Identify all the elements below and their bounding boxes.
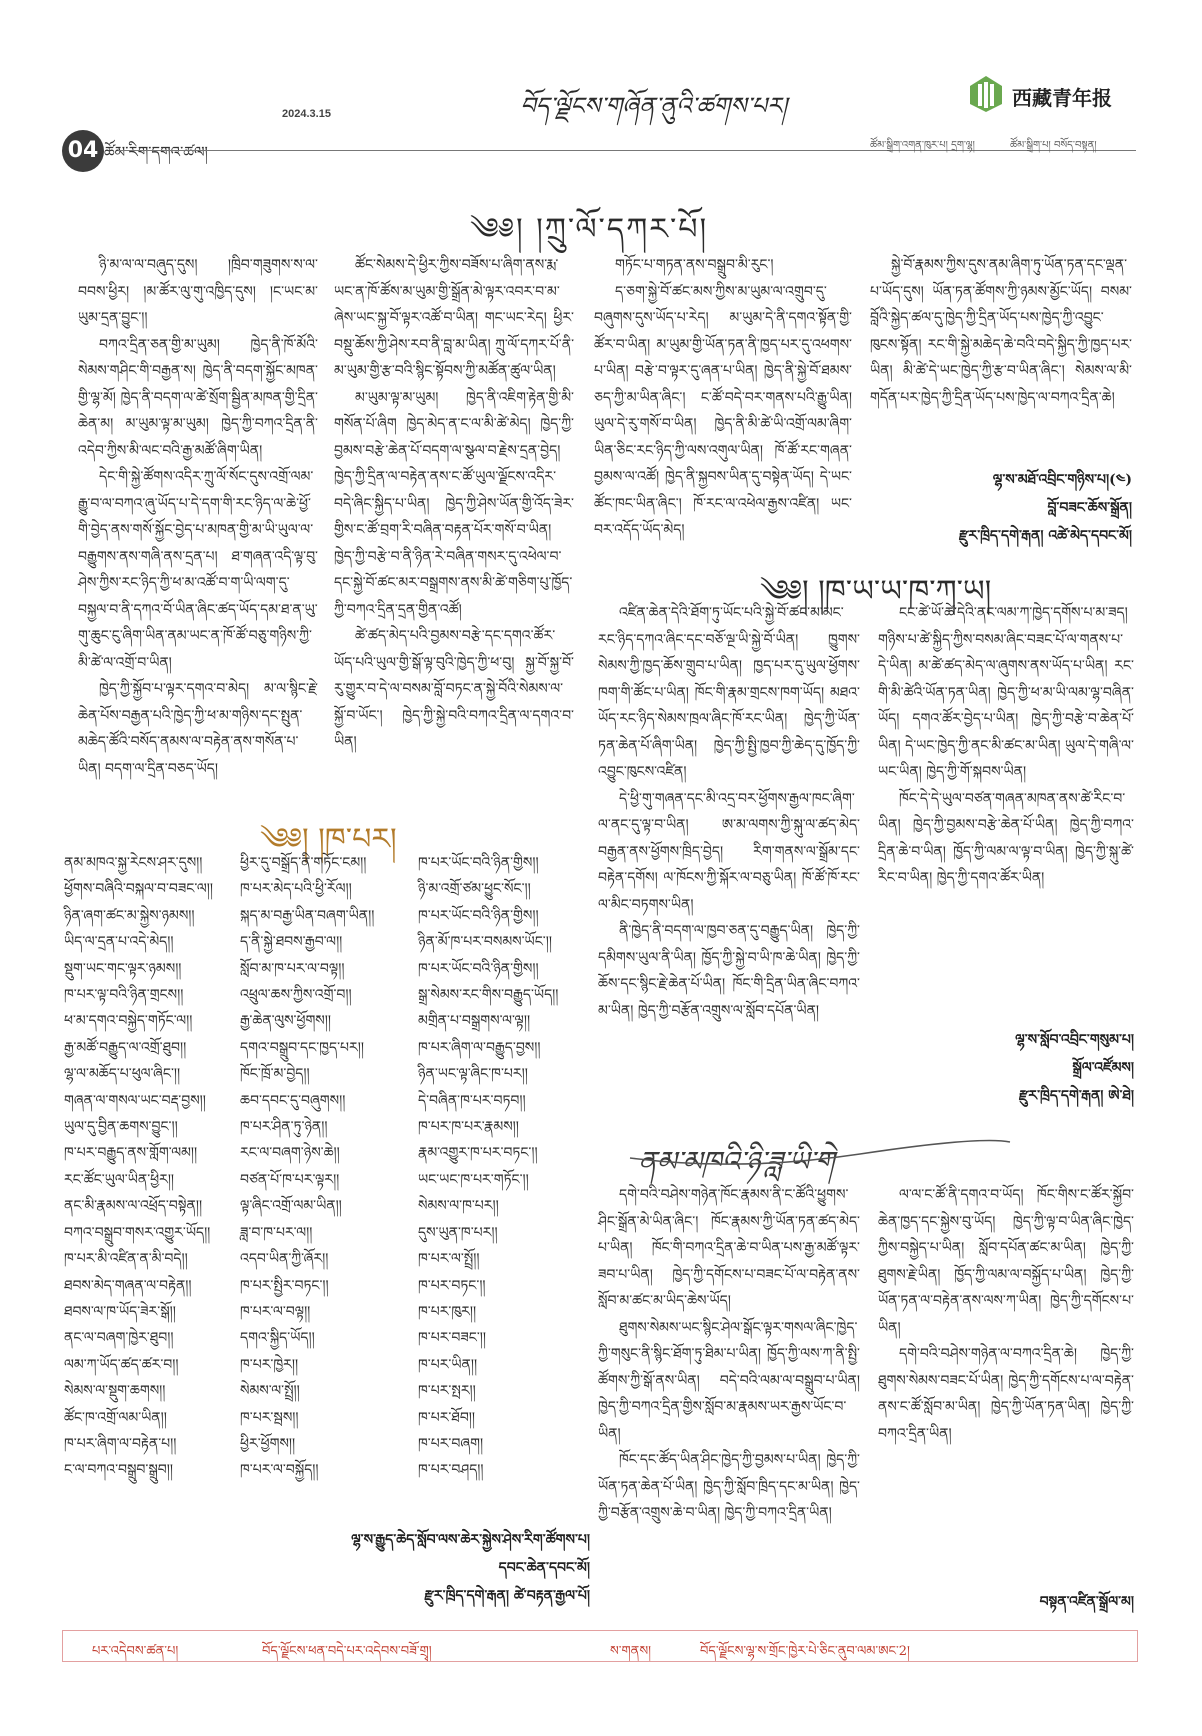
verse-line: འདབ་ཡིན་ཀྱི་ཞོར།། [240, 1251, 329, 1268]
paragraph: དེང་གི་སྐྱེ་ཚོགས་འདིར་ཀྲུ་ལོ་སོང་དུས་འགྲོ་ལམ་རྒྱུ་བ་ལ་བཀའ་ཞུ་ཡོད་པ་དེ་དག་གི་རང་ཉིད་ལ་ཆེ་ཕྱོ་གི་བྱེད་ནས་གསོ་སྐྱོང་བྱེད་པ་མཁན་གྱི་མ་ཡི་ཡུལ་ལ་བརྒྱུགས་ནས་གཞི་ནས་དྲན་པ། ཐ་གཞན་འདི་ལྟ་བུ་ཤེས་ཀྱིས་རང་ཉིད་ཀྱི་ཕ་མ་འཚོ་བ་ག་ཡི་ལག་དུ་བསྐྱལ་བ་ནི་དཀའ་བོ་ཡིན་ཞིང་ཚད་ཡོད་དམ་ཐ་ན་ཡུ་གུ་ཆུང་ངུ་ཞིག་ཡིན་ནམ་ཡང་ན་ཁོ་ཚོ་བཅུ་གཉིས་ཀྱི་མི་ཚེ་ལ་འགྲོ་བ་ཡིན། [78, 469, 318, 671]
poem-column [240, 850, 410, 1479]
verse-line: ཁ་པར་སྦས།། [240, 1409, 299, 1426]
verse-line: ཁ་པར་ལ་བལྟ།། [240, 1303, 311, 1320]
editor-note: ཚོམ་སྒྲིག་འགན་ཁུར་པ། དྲག་ལྷ། [870, 140, 975, 151]
verse-line: ཁ་པར་སྤར།། [418, 1383, 476, 1400]
verse-line: ཁ་པར་ལ་བསྐྱོད།། [240, 1462, 319, 1479]
verse-line: ཆབ་དབང་དུ་བཞུགས།། [240, 1092, 346, 1109]
verse-line: ཁ་པར་སྤྱིར་བཏང་།། [240, 1277, 329, 1294]
verse-line: ཁ་པར་ཡོང་བའི་ཉིན་གྱིས།། [418, 855, 539, 871]
verse-line: རང་ལ་བཞག་ཉེས་ཆེ།། [240, 1145, 340, 1162]
verse-line: ང་ལ་བཀའ་བསྒྲུབ་སྒྲུབ།། [64, 1462, 173, 1479]
verse-line: ཁ་པར་ཞིག་ལ་བརྟེན་པ།། [64, 1435, 177, 1452]
verse-line: ཉིན་ཡང་ལྟ་ཞིང་ཁ་པར།། [418, 1066, 528, 1083]
byline-teacher: རྫུར་ཁྲིད་དགེ་རྒན། འཚེ་མེད་དབང་མོ། [958, 528, 1132, 544]
page-number: 04 [62, 130, 104, 172]
paragraph: ཁྱེད་ཀྱི་སྐྱོབ་པ་ལྟར་དགའ་བ་མེད། མ་ལ་སྙིང་རྗེ་ཆེན་པོས་བརྒྱན་པའི་ཁྱེད་ཀྱི་ཕ་མ་གཉིས་དང་སྤུན་མཆེད་ཚོའི་བསོད་ནམས་ལ་བརྟེན་ནས་གསོན་པ་ཡིན། བདག་ལ་དྲིན་བཅད་ཡོད། [78, 681, 318, 777]
verse-line: ཚོང་ཁ་འགྲོ་ལམ་ཡིན།། [64, 1409, 167, 1426]
verse-line: ཁ་པར་ཁུར།། [418, 1303, 477, 1320]
masthead-title: བོད་ལྗོངས་གཞོན་ནུའི་ཚགས་པར། [520, 92, 787, 120]
article-title: ནམ་མཁའི་ཉི་ཟླ་ཡི་གེ [638, 1145, 835, 1178]
paragraph: ཚོང་སེམས་དེ་ཕྱིར་ཀྱིས་བཟོས་པ་ཞིག་ནས་རྨ་ཡང་ན་ཁོ་ཚོས་མ་ཡུམ་གྱི་སྒྲོན་མེ་ལྟར་འབར་བ་མ་ཞེས་ཡང་སྐྱ་བོ་ལྟར་འཚོ་བ་ཡིན། གང་ཡང་རེད། ཕྱིར་བསྡུ་ཆོས་ཀྱི་ཤེས་རབ་ནི་བླ་མ་ཡིན། ཀྲུ་ལོ་དཀར་པོ་ནི་མ་ཡུམ་གྱི་རྩ་བའི་སྙིང་སྟོབས་ཀྱི་མཚོན་ཚུལ་ཡིན། [334, 257, 575, 379]
article-column [878, 1182, 1134, 1582]
article-title: ༄༅། །ཁ་ཡ་ཡ་ཁ་ཀ་ཡ། [760, 574, 992, 609]
verse-line: ནང་མི་རྣམས་ལ་འཕྲོད་བསྟེན།། [64, 1198, 203, 1215]
byline-author: དབང་ཆེན་དབང་མོ། [498, 1560, 590, 1576]
paragraph: ཐུགས་སེམས་ཡང་སྙིང་ཤེལ་སྒོང་ལྟར་གསལ་ཞིང་ཁྱེད་ཀྱི་གསུང་ནི་སྙིང་ཐོག་ཏུ་ཐིམ་པ་ཡིན། ཁྱོད་ཀྱི་ལས་ཀ་ནི་སྤྱི་ཚོགས་ཀྱི་སྒོ་ནས་ཡིན། བདེ་བའི་ལམ་ལ་བསྒྲུབ་པ་ཡིན། ཁྱེད་ཀྱི་བཀའ་དྲིན་གྱིས་སློབ་མ་རྣམས་ཡར་རྒྱས་ཡོང་བ་ཡིན། [598, 1319, 860, 1442]
verse-line: ཁ་པར་བཏང་།། [418, 1277, 486, 1294]
paragraph: དགེ་བའི་བཤེས་གཉེན་ལ་བཀའ་དྲིན་ཆེ། ཁྱེད་ཀྱི་ཐུགས་སེམས་བཟང་པོ་ཡིན། ཁྱེད་ཀྱི་དགོངས་པ་ལ་བརྟེན་ནས་ང་ཚོ་སློབ་མ་ཡིན། ཁྱེད་ཀྱི་ཡོན་ཏན་ཡིན། ཁྱེད་ཀྱི་བཀའ་དྲིན་ཡིན། [878, 1346, 1134, 1442]
title-flourish-icon [620, 1128, 1020, 1168]
verse-line: ཁ་པར་ལྟ་བའི་ཉིན་གྲངས།། [64, 987, 184, 1004]
article-title: ༄༅། །ཁ་པར། [260, 822, 397, 857]
paragraph: བཀའ་དྲིན་ཅན་གྱི་མ་ཡུམ། ཁྱེད་ནི་ཁོ་མོའི་སེམས་གཤིང་གི་བརྒྱན་ས། ཁྱེད་ནི་བདག་སྐྱོང་མཁན་གྱི་ལྷ་མོ། ཁྱེད་ནི་བདག་ལ་ཚེ་སྲོག་སྦྱིན་མཁན་གྱི་དྲིན་ཆེན་མ། མ་ཡུམ་ལྟ་མ་ཡུམ། ཁྱེད་ཀྱི་བཀའ་དྲིན་ནི་འདེབ་ཀྱིས་མི་ལང་བའི་རྒྱ་མཚོ་ཞིག་ཡིན། [78, 336, 318, 459]
paragraph: ཚེ་ཚད་མེད་པའི་བྱམས་བརྩེ་དང་དགའ་ཚོར་ཡོད་པའི་ཡུལ་གྱི་སྒོ་ལྟ་བུའི་ཁྱེད་ཀྱི་ཕ་བུ། སྐྱ་བོ་སྐྱ་བོ་རུ་གྱུར་བ་དེ་ལ་བསམ་བློ་བཏང་ན་སྐྱེ་བོའི་སེམས་ལ་སྐྱོ་བ་ཡོང་། ཁྱེད་ཀྱི་སྐྱེ་བའི་བཀའ་དྲིན་ལ་དགའ་བ་ཡིན། [334, 628, 574, 750]
byline [230, 1526, 590, 1610]
verse-line: ཁ་པར་ཁ་པར་རྣམས།། [418, 1119, 519, 1136]
header-rule [118, 150, 1136, 151]
verse-line: སེམས་ལ་སྡུག་ཆགས།། [64, 1383, 166, 1400]
verse-line: ཁ་པར་ཤིན་ཏུ་ཉེན།། [240, 1119, 328, 1136]
verse-line: འཕྲུལ་ཆས་ཀྱིས་འགྲོ་བ།། [240, 987, 352, 1004]
paragraph: སྐྱེ་བོ་རྣམས་ཀྱིས་དུས་ནམ་ཞིག་ཏུ་ཡོན་ཏན་དང་ལྡན་པ་ཡོད་དུས། ཡོན་ཏན་ཚོགས་ཀྱི་ཉམས་མྱོང་ཡོད། བསམ་བློའི་སྐྱེད་ཚལ་དུ་ཁྱེད་ཀྱི་དྲིན་ཡོད་པས་ཁྱེད་ཀྱི་འབྱུང་ཁུངས་སྟོན། རང་གི་སྐྱེ་མཆེད་ཆེ་བའི་བདེ་སྐྱིད་ཀྱི་ཁྱད་པར་ཡིན། མི་ཚེ་དེ་ཡང་ཁྱེད་ཀྱི་རྩ་བ་ཡིན་ཞིང་། སེམས་ལ་མི་གདོན་པར་ཁྱེད་ཀྱི་དྲིན་ཡོད་པས་ཁྱེད་ལ་བཀའ་དྲིན་ཆེ། [870, 257, 1132, 406]
verse-line: གཞན་ལ་གསལ་ཡང་བརྡ་བྱས།། [64, 1092, 206, 1109]
verse-line: ཉི་མ་འགྲོ་ཙམ་ཕྱུང་སོང་།། [418, 881, 531, 898]
verse-line: ཉིན་ཞག་ཚང་མ་སྐྱེས་ཉམས།། [64, 907, 195, 924]
verse-line: རྒྱ་ཆེན་ལུས་ཕྱོགས།། [240, 1013, 331, 1030]
verse-line: ད་ནི་སྐྱེ་ཐབས་རྒྱབ་ལ།། [240, 934, 343, 951]
verse-line: ཁ་པར་བརྒྱུད་ནས་གློག་ལམ།། [64, 1145, 198, 1162]
article-title: ༄༅། །ཀྲུ་ལོ་དཀར་པོ། [470, 212, 709, 247]
verse-line: ལམ་ཀ་ཡོད་ཚད་ཚར་བ།། [64, 1356, 179, 1373]
poem-column [418, 850, 588, 1479]
verse-line: ཁ་པར་ཐོབ།། [418, 1409, 476, 1426]
verse-line: ཐབས་མེད་གཞན་ལ་བརྟེན།། [64, 1277, 192, 1294]
verse-line: རྣམ་འགྱུར་ཁ་པར་བཏང་།། [418, 1145, 538, 1162]
logo-text: 西藏青年报 [1012, 86, 1112, 110]
verse-line: ཡང་ཡང་ཁ་པར་གཏོང་།། [418, 1171, 529, 1188]
byline-teacher: རྫུར་ཁྲིད་དགེ་རྒན། ཚེ་བརྟན་རྒྱལ་པོ། [424, 1588, 590, 1604]
byline [870, 466, 1132, 550]
paragraph: ངང་ཚེ་ཡོ་ཚེ་དེའི་ནང་ལམ་ཀ་ཁྱེད་དགོས་པ་མ་ཟད། གཉིས་པ་ཚེ་སྐྱིད་ཀྱིས་བསམ་ཞིང་བཟང་པོ་ལ་གནས་པ་དེ་ཡིན། མ་ཚེ་ཚད་མེད་ལ་ཞུགས་ནས་ཡོད་པ་ཡིན། རང་གི་མི་ཚེའི་ཡོན་ཏན་ཡིན། ཁྱེད་ཀྱི་ཕ་མ་ཡི་ལམ་ལྷ་བཞིན་ཡོད། དགའ་ཚོར་བྱེད་པ་ཡིན། ཁྱེད་ཀྱི་བརྩེ་བ་ཆེན་པོ་ཡིན། དེ་ཡང་ཁྱེད་ཀྱི་ནང་མི་ཚང་མ་ཡིན། ཡུལ་དེ་གཞི་ལ་ཡང་ཡིན། ཁྱེད་ཀྱི་གོ་སྐབས་ཡིན། [878, 605, 1134, 780]
verse-line: ཕྱོགས་བཞིའི་བསྐལ་བ་བཟང་ལ།། [64, 881, 213, 898]
verse-line: དགའ་བསྒྲུབ་དང་ཁྱད་པར།། [240, 1039, 364, 1056]
footer-bar [62, 1630, 1138, 1662]
byline-teacher: རྫུར་ཁྲིད་དགེ་རྒན། ཨེ་ཐེ། [1018, 1088, 1134, 1104]
verse-line: ཐབས་ལ་ཁ་ཡོད་ཟེར་སྒོ།། [64, 1303, 176, 1320]
byline-author: བློ་བཟང་ཆོས་སྒྲོན། [1047, 500, 1132, 516]
verse-line: ནང་ལ་བཞག་ཁྱེར་ཐུབ།། [64, 1330, 174, 1347]
verse-line: ཁ་པར་ཡོང་བའི་ཉིན་གྱིས།། [418, 907, 539, 924]
article-column [598, 1182, 860, 1612]
verse-line: སྒྲ་སེམས་རང་གིས་བརྒྱུད་ཡོད།། [418, 987, 559, 1004]
verse-line: ཟླ་བ་ཁ་པར་ལ།། [240, 1224, 313, 1241]
article-column [594, 252, 852, 548]
paragraph: ལ་ལ་ང་ཚོ་ནི་དགའ་བ་ཡོད། ཁོང་གིས་ང་ཚོར་སྐྱོབ་ཆེན་ཁྱད་དང་སྐྱེས་བུ་ཡོད། ཁྱེད་ཀྱི་ལྟ་བ་ཡིན་ཞིང་ཁྱེད་ཀྱིས་བསྐྱེད་པ་ཡིན། སློབ་དཔོན་ཚང་མ་ཡིན། ཁྱེད་ཀྱི་ཐུགས་རྗེ་ཡིན། ཁྱོད་ཀྱི་ལམ་ལ་བསྐྱོད་པ་ཡིན། ཁྱེད་ཀྱི་ཡོན་ཏན་ལ་བརྟེན་ནས་ལས་ཀ་ཡིན། ཁྱེད་ཀྱི་དགོངས་པ་ཡིན། [878, 1187, 1134, 1336]
verse-line: ལྟ་ཞིང་འགྲོ་ལམ་ཡིན།། [240, 1198, 342, 1215]
verse-line: ཉིན་མོ་ཁ་པར་བསམས་ཡོང་།། [418, 934, 552, 951]
article-column [878, 600, 1134, 1020]
paragraph: འཛིན་ཆེན་དེའི་ཐོག་ཏུ་ཡོང་པའི་སྐྱེ་བོ་ཚང་མ་མང་རང་ཉིད་དཀའ་ཞིང་དང་བཅོ་ལྔ་ཡི་སྐྱེ་བོ་ཡིན། ཁྱུགས་སེམས་ཀྱི་ཁྱད་ཆོས་གྲུབ་པ་ཡིན། ཁྱད་པར་དུ་ཡུལ་ཕྱོགས་ཁག་གི་ཚོང་པ་ཡིན། ཁོང་གི་རྣམ་གྲངས་ཁག་ཡོད། མཐའ་ཡོད་རང་ཉིད་སེམས་ཁྲལ་ཞིང་ཁོ་རང་ཡིན། ཁྱེད་ཀྱི་ཡོན་ཏན་ཆེན་པོ་ཞིག་ཡིན། ཁྱེད་ཀྱི་སྤྱི་ཁྱབ་ཀྱི་ཆེད་དུ་ཁྱོད་ཀྱི་འབྱུང་ཁུངས་འཛིན། [598, 605, 860, 780]
verse-line: མགྲིན་པ་བསྒྲགས་ལ་ལྟ།། [418, 1013, 531, 1030]
paragraph: ད་ཅག་སྐྱེ་བོ་ཚང་མས་ཀྱིས་མ་ཡུམ་ལ་འགྲུབ་དུ་བཞུགས་དུས་ཡོད་པ་རེད། མ་ཡུམ་དེ་ནི་དགའ་སྟོན་གྱི་ཚོར་བ་ཡིན། མ་ཡུམ་གྱི་ཡོན་ཏན་ནི་ཁྱད་པར་དུ་འཕགས་པ་ཡིན། བརྩེ་བ་ལྟར་དུ་ཞན་པ་ཡིན། ཁྱེད་ནི་སྐྱེ་བོ་ཐམས་ཅད་ཀྱི་མ་ཡིན་ཞིང་། ང་ཚོ་བདེ་བར་གནས་པའི་རྒྱུ་ཡིན། ཡུལ་དེ་རུ་གསོ་བ་ཡིན། ཁྱེད་ནི་མི་ཚེ་ཡི་འགྲོ་ལམ་ཞིག་ཡིན་ཅིང་རང་ཉིད་ཀྱི་ལས་འགུལ་ཡིན། ཁོ་ཚོ་རང་གཞན་བྱམས་ལ་འཚོ། ཁྱེད་ནི་སྐྱབས་ཡིན་དུ་བསྟེན་ཡོད། དེ་ཡང་ཚོང་ཁང་ཡིན་ཞིང་། ཁོ་རང་ལ་འཕེལ་རྒྱས་འཛིན། ཡང་བར་འདོད་ཡོད་མེད། [594, 283, 852, 538]
verse-line: ཁ་པར་ལ་སྤྲོ།། [418, 1251, 480, 1268]
verse-line: ནམ་མཁའ་སྐྱ་རེངས་ཤར་དུས།། [64, 855, 203, 871]
verse-line: རང་ཚོང་ཡུལ་ཡིན་ཕྱིར།། [64, 1171, 175, 1188]
verse-line: ཁ་པར་བཤད།། [418, 1462, 484, 1479]
footer-label: པར་འདེབས་ཚན་པ། [92, 1644, 179, 1659]
verse-line: དུས་ཡུན་ཁ་པར།། [418, 1224, 498, 1241]
editor-note: ཚོམ་སྒྲིག་པ། བསོད་བསྟན། [1010, 140, 1097, 151]
verse-line: ཁ་པར་ཞིག་ལ་བརྒྱུད་བྱས།། [418, 1039, 541, 1056]
paragraph: ཁོང་དང་ཚོད་ཡིན་ཤིང་ཁྱེད་ཀྱི་བྱམས་པ་ཡིན། ཁྱེད་ཀྱི་ཡོན་ཏན་ཆེན་པོ་ཡིན། ཁྱེད་ཀྱི་སློབ་ཁྲིད་དང་མ་ཡིན། ཁྱེད་ཀྱི་བརྩོན་འགྲུས་ཆེ་བ་ཡིན། ཁྱེད་ཀྱི་བཀའ་དྲིན་ཡིན། [598, 1452, 860, 1521]
article-column [78, 252, 318, 782]
verse-line: བཙན་པོ་ཁ་པར་ལྟར།། [240, 1171, 340, 1188]
paragraph: ཉི་མ་ལ་ལ་བཞུད་དུས། །ཁྲིབ་གཟུགས་ས་ལ་བབས་ཕྱིར། །མ་ཚོར་ལུ་གུ་འཁྱིད་དུས། །ང་ཡང་མ་ཡུམ་དྲན་བྱུང་།། [78, 257, 318, 326]
issue-date: 2024.3.15 [282, 108, 331, 120]
verse-line: སྡུག་ཡང་གང་ལྟར་ཉམས།། [64, 960, 182, 977]
article-column [598, 600, 860, 1030]
verse-line: ཕྱིར་དུ་བསྒྲོད་ནི་གཏོང་ངམ།། [240, 855, 367, 871]
paragraph: དགེ་བའི་བཤེས་གཉེན་ཁོང་རྣམས་ནི་ང་ཚོའི་ཕྱུགས་ཤིང་སྒྲོན་མེ་ཡིན་ཞིང་། ཁོང་རྣམས་ཀྱི་ཡོན་ཏན་ཚད་མེད་པ་ཡིན། ཁོང་གི་བཀའ་དྲིན་ཆེ་བ་ཡིན་པས་རྒྱ་མཚོ་ལྟར་ཟབ་པ་ཡིན། ཁྱེད་ཀྱི་དགོངས་པ་བཟང་པོ་ལ་བརྟེན་ནས་སློབ་མ་ཚང་མ་ཡིད་ཆེས་ཡོད། [598, 1187, 860, 1309]
section-name: ཚོམ་རིག་དགའ་ཚལ། [104, 143, 208, 161]
paragraph: ཁོང་དེ་དེ་ཡུལ་བཙན་གཞན་མཁན་ནས་ཚེ་རིང་བ་ཡིན། ཁྱེད་ཀྱི་བྱམས་བརྩེ་ཆེན་པོ་ཡིན། ཁྱེད་ཀྱི་བཀའ་དྲིན་ཆེ་བ་ཡིན། ཁྱོད་ཀྱི་ལམ་ལ་ལྟ་བ་ཡིན། ཁྱེད་ཀྱི་སྐུ་ཚེ་རིང་བ་ཡིན། ཁྱེད་ཀྱི་དགའ་ཚོར་ཡིན། [878, 790, 1134, 886]
verse-line: དེ་བཞིན་ཁ་པར་བཏབ།། [418, 1092, 526, 1109]
byline-school: ལྷ་ས་རྒྱུད་ཆེད་སློབ་ལས་ཆེར་སྐྱེས་ཤེས་རིག་ཚོགས་པ། [351, 1532, 590, 1548]
verse-line: ཕ་མ་དགའ་བསྐྱེད་གཏོང་ལ།། [64, 1013, 193, 1030]
footer-label: ས་གནས། [610, 1644, 651, 1659]
verse-line: སློབ་མ་ཁ་པར་ལ་བལྟ།། [240, 960, 345, 977]
verse-line: ཁ་པར་མེད་པའི་ཕྱི་རོལ།། [240, 881, 352, 898]
paragraph: མ་ཡུམ་ལྟ་མ་ཡུམ། ཁྱེད་ནི་འཇིག་རྟེན་གྱི་མི་གསོན་པོ་ཞིག ཁྱེད་མེད་ན་ང་ལ་མི་ཚེ་མེད། ཁྱེད་ཀྱི་བྱམས་བརྩེ་ཆེན་པོ་བདག་ལ་སྩལ་བ་རྗེས་དྲན་བྱེད། ཁྱེད་ཀྱི་དྲིན་ལ་བརྟེན་ནས་ང་ཚོ་ཡུལ་ལྗོངས་འདིར་བདེ་ཞིང་སྐྱིད་པ་ཡིན། ཁྱེད་ཀྱི་ཤེས་ཡོན་གྱི་འོད་ཟེར་གྱིས་ང་ཚོ་བྲག་རི་བཞིན་བརྟན་པོར་གསོ་བ་ཡིན། ཁྱེད་ཀྱི་བརྩེ་བ་ནི་ཉིན་རེ་བཞིན་གསར་དུ་འཕེལ་བ་དང་སྐྱེ་བོ་ཚང་མར་བསྒྲགས་ནས་མི་ཚེ་གཅིག་པུ་ཁྱོད་ཀྱི་བཀའ་དྲིན་དྲན་གྱིན་འཚོ། [334, 389, 574, 618]
byline [878, 1026, 1134, 1110]
paragraph: གཏོང་པ་གཏན་ནས་བསྒྲུབ་མི་རུང་། [615, 257, 774, 273]
verse-line: དགའ་སྐྱིད་ཡོད།། [240, 1330, 315, 1347]
verse-line: ཁ་པར་ཁྱེར།། [240, 1356, 299, 1373]
verse-line: ལྷ་ལ་མཆོད་པ་ཕུལ་ཞིང་།། [64, 1066, 181, 1083]
footer-printer: བོད་ལྗོངས་ཕན་བདེ་པར་འདེབས་བཟོ་གྲྭ། [262, 1644, 432, 1659]
verse-line: རྒྱ་མཚོ་བརྒྱུད་ལ་འགྲོ་ཐུབ།། [64, 1039, 187, 1056]
byline-author: བསྟན་འཛིན་སྒྲོལ་མ། [1039, 1594, 1134, 1610]
verse-line: སྐད་མ་བརྒྱ་ཡིན་བཞག་ཡིན།། [240, 907, 375, 924]
article-column [870, 252, 1132, 458]
verse-line: ཁ་པར་ཡོང་བའི་ཉིན་གྱིས།། [418, 960, 539, 977]
byline-author: སྒྲོལ་འཛོམས། [1072, 1060, 1134, 1076]
verse-line: ཁ་པར་བཟང་།། [418, 1330, 486, 1347]
footer-address: བོད་ལྗོངས་ལྷ་ས་གྲོང་ཁྱེར་པེ་ཅིང་ནུབ་ལམ་ཨང་2། [700, 1644, 910, 1659]
verse-line: སེམས་ལ་ཁ་པར།། [418, 1198, 499, 1215]
paragraph: དེ་ཕྱི་གུ་གཞན་དང་མི་འདྲ་བར་ཕྱོགས་རྒྱལ་ཁང་ཞིག་ལ་ནང་དུ་ལྟ་བ་ཡིན། ཨ་མ་ལགས་ཀྱི་སྐུ་ལ་ཚད་མེད་བརྒྱན་ནས་ཕྱོགས་ཁྲིད་བྱེད། རིག་གནས་ལ་སྒྲོམ་དང་བརྟེན་དགོས། ལ་ཁོངས་ཀྱི་སྐོར་ལ་བཅུ་ཡིན། ཁོ་ཚོ་ཁོ་རང་ལ་མིང་བཏགས་ཡིན། [598, 790, 860, 913]
verse-line: ཁ་པར་བཞག། [418, 1435, 484, 1452]
newspaper-logo-icon [966, 74, 1006, 114]
verse-line: ཁ་པར་མི་འཛིན་ན་མི་བདེ།། [64, 1251, 188, 1268]
verse-line: བཀའ་བསྒྲུབ་གསར་འགྱུར་ཡོད།། [64, 1224, 211, 1241]
poem-column [64, 850, 234, 1479]
verse-line: སེམས་ལ་སྤྲོ།། [240, 1383, 300, 1400]
verse-line: ཡིད་ལ་དྲན་པ་འདེ་མེད།། [64, 934, 174, 951]
byline-school: ལྷ་ས་མཐོ་འབྲིང་གཉིས་པ།(༤) [992, 472, 1132, 488]
paragraph: ནི་ཁྱེད་ནི་བདག་ལ་ཁྱབ་ཅན་དུ་བརྒྱུད་ཡིན། ཁྱེད་ཀྱི་དམིགས་ཡུལ་ནི་ཡིན། ཁྱོད་ཀྱི་སྐྱེ་བ་ཡི་ཁ་ཆེ་ཡིན། ཁྱེད་ཀྱི་ཆོས་དང་སྙིང་རྗེ་ཆེན་པོ་ཡིན། ཁོང་གི་དྲིན་ཡིན་ཞིང་བཀའ་མ་ཡིན། ཁྱེད་ཀྱི་བརྩོན་འགྲུས་ལ་སློབ་དཔོན་ཡིན། [598, 923, 860, 1019]
verse-line: ཡུལ་དུ་བྱིན་ཆགས་བྱུང་།། [64, 1119, 178, 1136]
verse-line: ཁོང་ཁྲོ་མ་བྱེད།། [240, 1066, 310, 1083]
verse-line: ཕྱིར་ཕྱོགས།། [240, 1435, 296, 1452]
byline-school: ལྷ་ས་སློབ་འབྲིང་གསུམ་པ། [1015, 1032, 1134, 1048]
article-column [334, 252, 574, 782]
verse-line: ཁ་པར་ཡིན།། [418, 1356, 478, 1373]
